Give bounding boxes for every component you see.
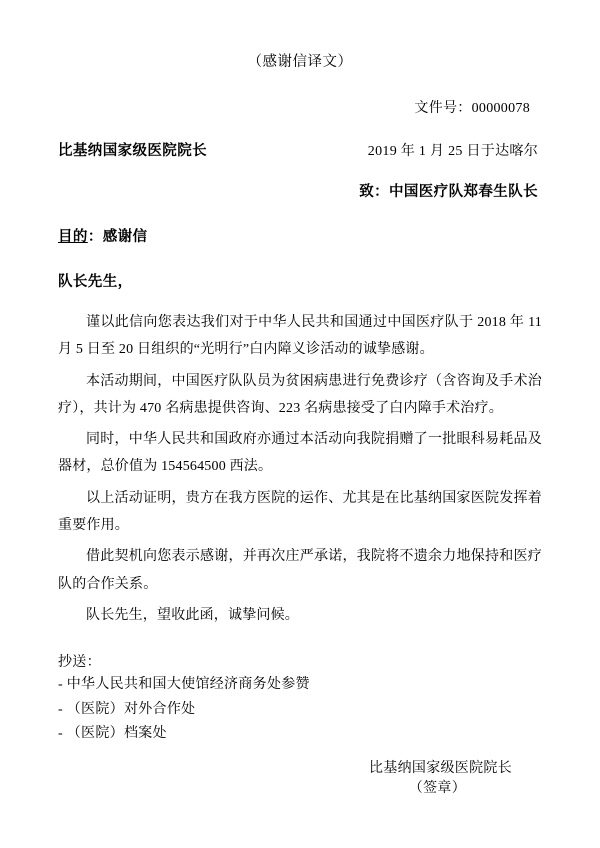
salutation: 队长先生， <box>58 274 133 290</box>
document-date: 2019 年 1 月 25 日于达喀尔 <box>367 144 538 159</box>
body-paragraph: 以上活动证明，贵方在我方医院的运作、尤其是在比基纳国家医院发挥着重要作用。 <box>58 490 542 534</box>
subject-value: ：感谢信 <box>87 229 148 245</box>
list-item: - （医院）对外合作处 <box>58 701 196 717</box>
body-paragraph: 队长先生，望收此函，诚挚问候。 <box>86 607 299 623</box>
signature-seal: （签章） <box>408 780 466 796</box>
cc-title: 抄送： <box>58 655 101 671</box>
signature-block <box>58 757 542 797</box>
body-paragraph: 谨以此信向您表达我们对于中华人民共和国通过中国医疗队于 2018 年 11 月 5 日至 20 日组织的“光明行”白内障义诊活动的诚挚感谢。 <box>58 315 542 358</box>
file-number: 文件号：00000078 <box>414 101 530 116</box>
list-item: - 中华人民共和国大使馆经济商务处参赞 <box>58 677 310 693</box>
cc-list <box>58 673 542 747</box>
body-paragraph: 本活动期间，中国医疗队队员为贫困病患进行免费诊疗（含咨询及手术治疗），共计为 470 名病患提供咨询、223 名病患接受了白内障手术治疗。 <box>58 373 542 416</box>
body-paragraph: 同时，中华人民共和国政府亦通过本活动向我院捐赠了一批眼科易耗品及器材，总价值为 154564500 西法。 <box>58 432 542 475</box>
sender-date-row <box>58 139 542 160</box>
page-title: （感谢信译文） <box>247 54 353 70</box>
sender-name: 比基纳国家级医院院长 <box>58 143 207 159</box>
list-item: - （医院）档案处 <box>58 726 167 742</box>
recipient-line: 致：中国医疗队郑春生队长 <box>359 184 538 200</box>
subject-label: 目的 <box>58 229 88 245</box>
signature-name: 比基纳国家级医院院长 <box>369 760 512 776</box>
body-paragraph: 借此契机向您表示感谢，并再次庄严承诺，我院将不遗余力地保持和医疗队的合作关系。 <box>58 549 542 592</box>
subject-line <box>58 225 542 246</box>
